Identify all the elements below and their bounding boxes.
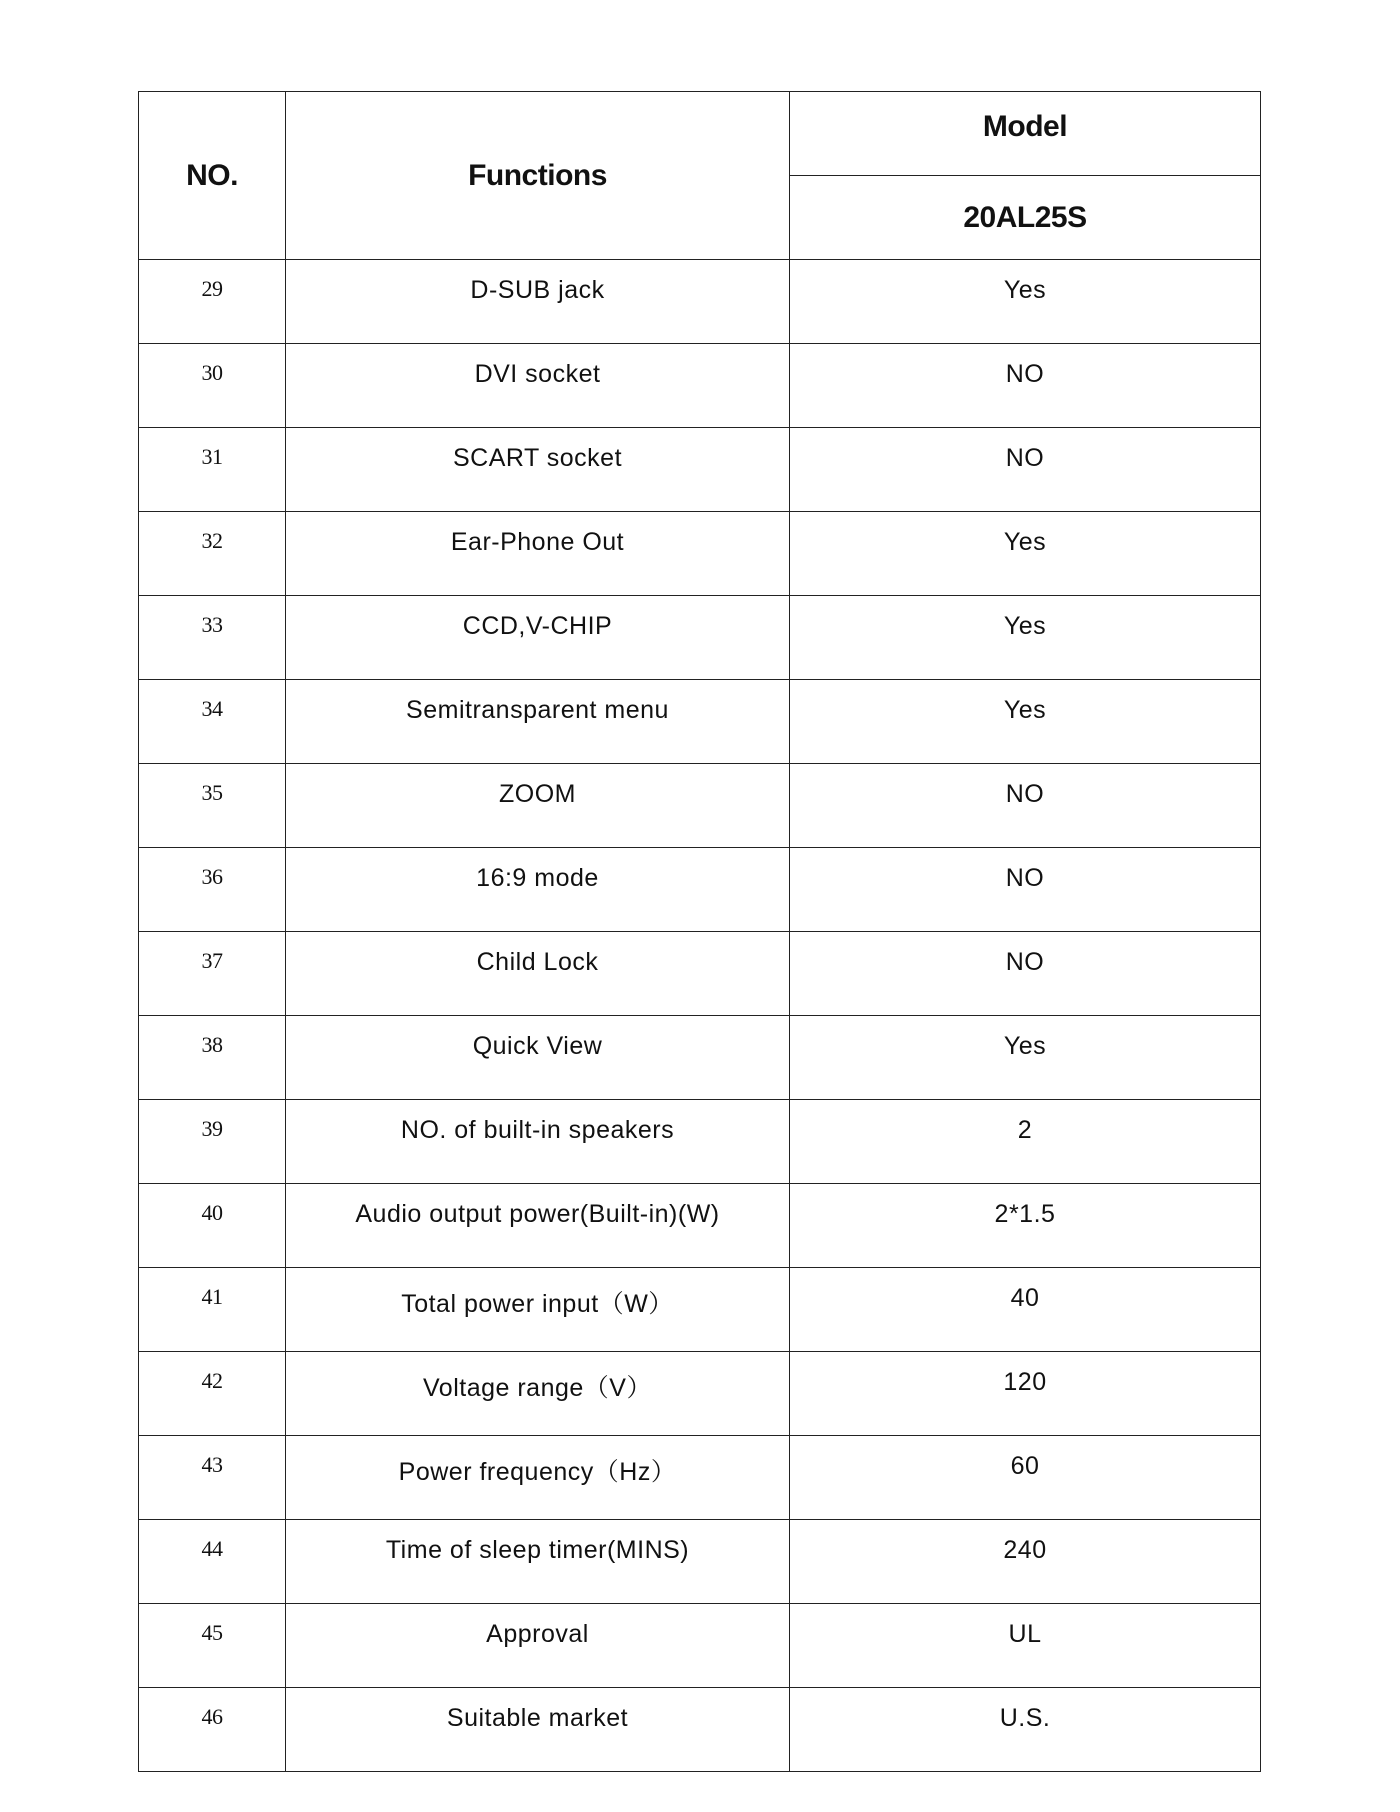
row-no: 32 bbox=[139, 512, 286, 596]
row-value: NO bbox=[790, 428, 1261, 512]
row-no: 36 bbox=[139, 848, 286, 932]
row-no: 38 bbox=[139, 1016, 286, 1100]
row-value: 2*1.5 bbox=[790, 1184, 1261, 1268]
row-function: Ear-Phone Out bbox=[286, 512, 790, 596]
row-function: 16:9 mode bbox=[286, 848, 790, 932]
table-row bbox=[139, 1688, 1261, 1772]
row-function: Child Lock bbox=[286, 932, 790, 1016]
table-row bbox=[139, 1100, 1261, 1184]
table-row bbox=[139, 1352, 1261, 1436]
row-value: NO bbox=[790, 848, 1261, 932]
row-no: 45 bbox=[139, 1604, 286, 1688]
row-value: Yes bbox=[790, 1016, 1261, 1100]
row-value: Yes bbox=[790, 680, 1261, 764]
row-function: NO. of built-in speakers bbox=[286, 1100, 790, 1184]
row-no: 42 bbox=[139, 1352, 286, 1436]
spec-sheet bbox=[138, 91, 1260, 1772]
row-function: Approval bbox=[286, 1604, 790, 1688]
row-function: Total power input（W） bbox=[286, 1268, 790, 1352]
row-value: Yes bbox=[790, 596, 1261, 680]
row-function: D-SUB jack bbox=[286, 260, 790, 344]
row-no: 34 bbox=[139, 680, 286, 764]
header-model-code: 20AL25S bbox=[790, 176, 1261, 260]
row-value: UL bbox=[790, 1604, 1261, 1688]
table-row bbox=[139, 1268, 1261, 1352]
row-function: Time of sleep timer(MINS) bbox=[286, 1520, 790, 1604]
table-row bbox=[139, 1436, 1261, 1520]
row-function: Audio output power(Built-in)(W) bbox=[286, 1184, 790, 1268]
table-row bbox=[139, 848, 1261, 932]
row-no: 35 bbox=[139, 764, 286, 848]
row-no: 30 bbox=[139, 344, 286, 428]
row-value: 40 bbox=[790, 1268, 1261, 1352]
row-function: ZOOM bbox=[286, 764, 790, 848]
row-no: 40 bbox=[139, 1184, 286, 1268]
row-value: 120 bbox=[790, 1352, 1261, 1436]
row-function: DVI socket bbox=[286, 344, 790, 428]
row-function: SCART socket bbox=[286, 428, 790, 512]
row-function: Suitable market bbox=[286, 1688, 790, 1772]
row-no: 43 bbox=[139, 1436, 286, 1520]
table-row bbox=[139, 1184, 1261, 1268]
row-value: 240 bbox=[790, 1520, 1261, 1604]
row-function: CCD,V-CHIP bbox=[286, 596, 790, 680]
header-functions: Functions bbox=[286, 92, 790, 260]
table-row bbox=[139, 596, 1261, 680]
header-row bbox=[139, 92, 1261, 176]
row-function: Semitransparent menu bbox=[286, 680, 790, 764]
table-row bbox=[139, 1604, 1261, 1688]
table-row bbox=[139, 428, 1261, 512]
row-no: 44 bbox=[139, 1520, 286, 1604]
row-function: Quick View bbox=[286, 1016, 790, 1100]
header-no: NO. bbox=[139, 92, 286, 260]
row-value: NO bbox=[790, 344, 1261, 428]
table-row bbox=[139, 680, 1261, 764]
table-row bbox=[139, 764, 1261, 848]
table-row bbox=[139, 260, 1261, 344]
row-no: 41 bbox=[139, 1268, 286, 1352]
row-no: 31 bbox=[139, 428, 286, 512]
row-function: Voltage range（V） bbox=[286, 1352, 790, 1436]
table-row bbox=[139, 1520, 1261, 1604]
row-no: 33 bbox=[139, 596, 286, 680]
row-value: Yes bbox=[790, 512, 1261, 596]
row-no: 29 bbox=[139, 260, 286, 344]
spec-table bbox=[138, 91, 1261, 1772]
header-model: Model bbox=[790, 92, 1261, 176]
table-row bbox=[139, 344, 1261, 428]
row-value: Yes bbox=[790, 260, 1261, 344]
row-value: U.S. bbox=[790, 1688, 1261, 1772]
spec-table-body bbox=[139, 260, 1261, 1772]
row-value: 60 bbox=[790, 1436, 1261, 1520]
row-value: NO bbox=[790, 932, 1261, 1016]
table-row bbox=[139, 932, 1261, 1016]
row-no: 37 bbox=[139, 932, 286, 1016]
row-function: Power frequency（Hz） bbox=[286, 1436, 790, 1520]
row-value: 2 bbox=[790, 1100, 1261, 1184]
row-no: 46 bbox=[139, 1688, 286, 1772]
row-no: 39 bbox=[139, 1100, 286, 1184]
table-row bbox=[139, 512, 1261, 596]
row-value: NO bbox=[790, 764, 1261, 848]
table-row bbox=[139, 1016, 1261, 1100]
